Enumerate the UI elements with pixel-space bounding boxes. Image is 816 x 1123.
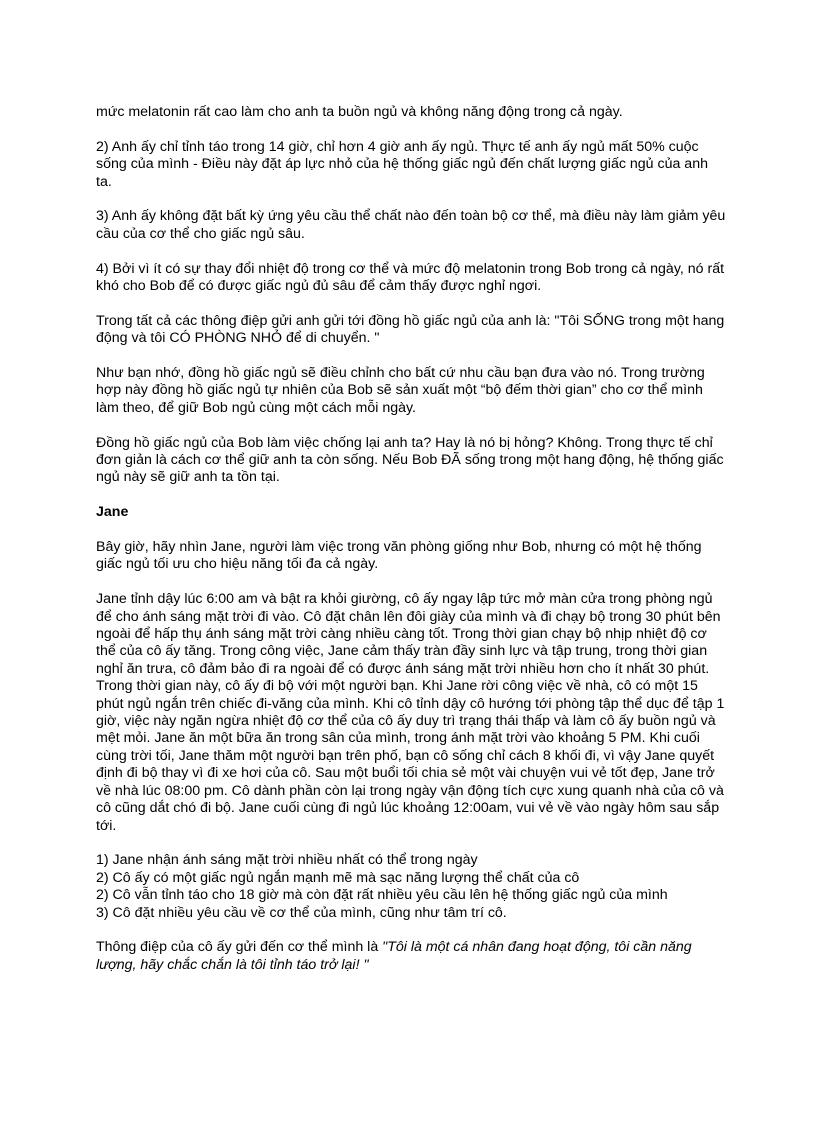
paragraph-point-3: 3) Anh ấy không đặt bất kỳ ứng yêu cầu thể chất nào đến toàn bộ cơ thể, mà điều này làm giảm yêu cầu của cơ thể cho giấc ngủ sâu. <box>96 208 726 242</box>
list-item: 3) Cô đặt nhiều yêu cầu về cơ thể của mình, cũng như tâm trí cô. <box>96 904 507 921</box>
section-heading-jane: Jane <box>96 504 129 521</box>
paragraph-message-bob: Trong tất cả các thông điệp gửi anh gửi tới đồng hồ giấc ngủ của anh là: "Tôi SỐNG trong một hang động và tôi CÓ PHÒNG NHỎ để di chuyển. " <box>96 312 725 347</box>
paragraph-jane-intro: Bây giờ, hãy nhìn Jane, người làm việc trong văn phòng giống như Bob, nhưng có một hệ thống giấc ngủ tối ưu cho hiệu năng tối đa cả ngày. <box>96 539 702 573</box>
message-lead: Thông điệp của cô ấy gửi đến cơ thể mình là <box>96 939 383 956</box>
paragraph-bob-question: Đồng hồ giấc ngủ của Bob làm việc chống lại anh ta? Hay là nó bị hỏng? Không. Trong thực tế chỉ đơn giản là cách cơ thể giữ anh ta còn sống. Nếu Bob ĐÃ sống trong một hang động, hệ thống giấc ngủ này sẽ giữ anh ta tồn tại. <box>96 434 724 486</box>
list-item: 2) Cô ấy có một giấc ngủ ngắn mạnh mẽ mà sạc năng lượng thể chất của cô <box>96 869 580 886</box>
paragraph-melatonin-continued: mức melatonin rất cao làm cho anh ta buồn ngủ và không năng động trong cả ngày. <box>96 104 623 120</box>
paragraph-point-2: 2) Anh ấy chỉ tỉnh táo trong 14 giờ, chỉ hơn 4 giờ anh ấy ngủ. Thực tế anh ấy ngủ mất 50% cuộc sống của mình - Điều này đặt áp lực nhỏ của hệ thống giấc ngủ đến chất lượng giấc ngủ của anh ta. <box>96 138 708 190</box>
paragraph-jane-message <box>96 939 726 974</box>
paragraph-jane-day: Jane tỉnh dậy lúc 6:00 am và bật ra khỏi giường, cô ấy ngay lập tức mở màn cửa trong phòng ngủ để cho ánh sáng mặt trời đi vào. Cô đặt chân lên đôi giày của mình và đi chạy bộ trong 30 phút bên ngoài để hấp thụ ánh sáng mặt trời càng nhiều càng tốt. Trong thời gian chạy bộ nhịp nhiệt độ cơ thể của cô ấy tăng. Trong công việc, Jane cảm thấy tràn đầy sinh lực và tập trung, trong thời gian nghỉ ăn trưa, cô đảm bảo đi ra ngoài để có được ánh sáng mặt trời nhiều hơn cho ít nhất 30 phút. Trong thời gian này, cô ấy đi bộ với một người bạn. Khi Jane rời công việc về nhà, cô có một 15 phút ngủ ngắn trên chiếc đi-văng của mình. Khi cô tỉnh dậy cô hướng tới phòng tập thể dục để tập 1 giờ, việc này ngăn ngừa nhiệt độ cơ thể của cô ấy duy trì trạng thái thấp và làm cô ấy buồn ngủ và mệt mỏi. Jane ăn một bữa ăn trong sân của mình, trong ánh mặt trời vào khoảng 5 PM. Khi cuối cùng trời tối, Jane thăm một người bạn trên phố, bạn cô sống chỉ cách 8 khối đi, vì vậy Jane quyết định đi bộ thay vì đi xe hơi của cô. Sau một buổi tối chia sẻ một vài chuyện vui vẻ tốt đẹp, Jane trở về nhà lúc 08:00 pm. Cô dành phần còn lại trong ngày vận động tích cực xung quanh nhà của cô và cô cũng dắt chó đi bộ. Jane cuối cùng đi ngủ lúc khoảng 12:00am, vui vẻ về vào ngày hôm sau sắp tới. <box>96 591 725 834</box>
paragraph-point-4: 4) Bởi vì ít có sự thay đổi nhiệt độ trong cơ thể và mức độ melatonin trong Bob trong cả ngày, nó rất khó cho Bob để có được giấc ngủ đủ sâu để cảm thấy được nghỉ ngơi. <box>96 260 725 295</box>
list-item: 2) Cô vẫn tỉnh táo cho 18 giờ mà còn đặt rất nhiều yêu cầu lên hệ thống giấc ngủ của mình <box>96 887 668 904</box>
list-item: 1) Jane nhận ánh sáng mặt trời nhiều nhất có thể trong ngày <box>96 852 478 869</box>
paragraph-sleep-clock: Như bạn nhớ, đồng hồ giấc ngủ sẽ điều chỉnh cho bất cứ nhu cầu bạn đưa vào nó. Trong trường hợp này đồng hồ giấc ngủ tự nhiên của Bob sẽ sản xuất một “bộ đếm thời gian” cho cơ thể mình làm theo, để giữ Bob ngủ cùng một cách mỗi ngày. <box>96 365 705 416</box>
message-quote: "Tôi là một cá nhân đang hoạt động, tôi cần năng lượng, hãy chắc chắn là tôi tỉnh táo trở lại! " <box>96 939 692 973</box>
jane-summary-list <box>96 852 726 922</box>
document-page <box>96 104 726 992</box>
